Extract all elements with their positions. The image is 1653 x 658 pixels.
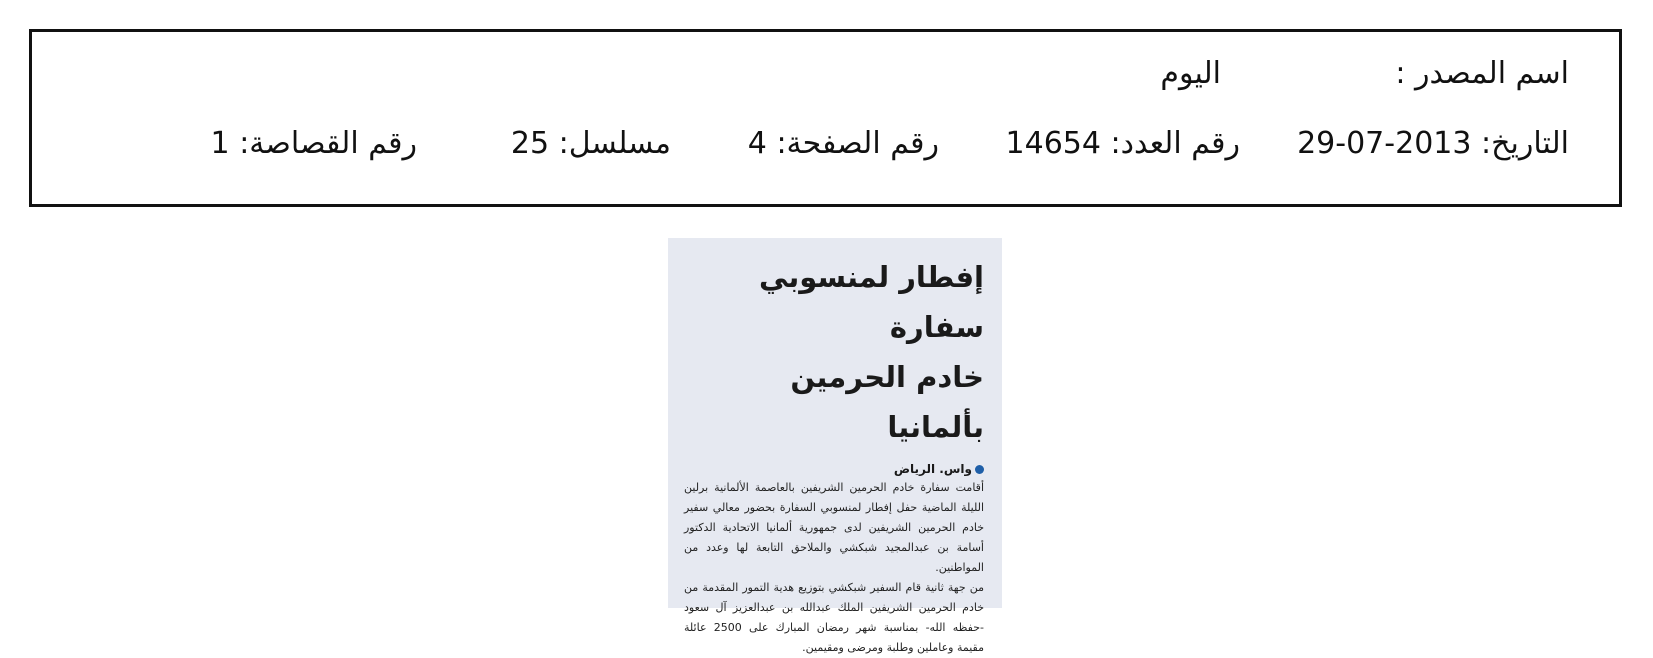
page-field	[747, 126, 939, 161]
article-body	[684, 478, 984, 658]
date-field	[1297, 126, 1569, 161]
byline-text: واس. الرياض	[893, 462, 972, 476]
headline-line-2: خادم الحرمين بألمانيا	[790, 360, 984, 444]
issue-label: رقم العدد:	[1110, 126, 1240, 161]
page-value: 4	[747, 126, 767, 161]
source-line	[89, 56, 1569, 93]
clipping-headline	[684, 252, 984, 452]
newspaper-clipping	[668, 238, 1002, 654]
article-paragraph-2: من جهة ثانية قام السفير شبكشي بتوزيع هدية التمور المقدمة من خادم الحرمين الشريفين الملك عبدالله بن عبدالعزيز آل سعود -حفظه الله- بمناسبة شهر رمضان المبارك على 2500 عائلة مقيمة وعاملين وطلبة ومرضى ومقيمين.	[684, 581, 984, 654]
page-label: رقم الصفحة:	[776, 126, 939, 161]
serial-field	[510, 126, 671, 161]
clip-field	[210, 126, 417, 161]
details-line	[89, 126, 1569, 163]
serial-value: 25	[510, 126, 550, 161]
date-value: 2013-07-29	[1297, 126, 1472, 161]
article-paragraph-1: أقامت سفارة خادم الحرمين الشريفين بالعاصمة الألمانية برلين الليلة الماضية حفل إفطار لمنسوبي السفارة بحضور معالي سفير خادم الحرمين الشريفين لدى جمهورية ألمانيا الاتحادية الدكتور أسامة بن عبدالمجيد شبكشي والملاحق التابعة لها وعدد من المواطنين.	[684, 481, 984, 574]
source-value: اليوم	[1160, 56, 1221, 91]
headline-line-1: إفطار لمنسوبي سفارة	[759, 260, 984, 344]
date-label: التاريخ:	[1481, 126, 1569, 161]
clip-label: رقم القصاصة:	[239, 126, 417, 161]
byline	[684, 462, 984, 476]
serial-label: مسلسل:	[558, 126, 671, 161]
source-info-box	[29, 29, 1622, 207]
clip-value: 1	[210, 126, 230, 161]
issue-field	[1005, 126, 1240, 161]
issue-value: 14654	[1005, 126, 1101, 161]
source-label: اسم المصدر :	[1395, 56, 1569, 91]
bullet-icon	[975, 465, 984, 474]
